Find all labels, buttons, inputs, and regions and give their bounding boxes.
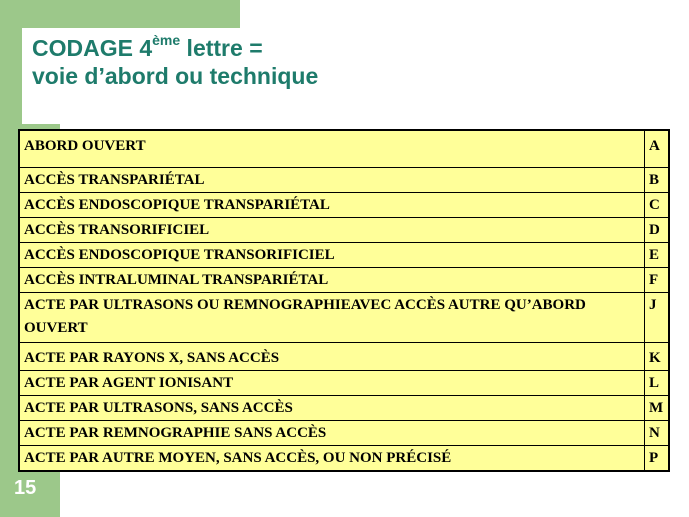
row-label: ABORD OUVERT — [19, 130, 645, 168]
table-row — [19, 396, 669, 421]
title-line1-superscript: ème — [152, 32, 181, 49]
table-row — [19, 268, 669, 293]
slide-title — [32, 34, 318, 90]
table-row — [19, 218, 669, 243]
row-code: J — [645, 293, 670, 343]
row-code: A — [645, 130, 670, 168]
row-code: N — [645, 421, 670, 446]
row-label: ACCÈS ENDOSCOPIQUE TRANSORIFICIEL — [19, 243, 645, 268]
row-label: ACCÈS TRANSPARIÉTAL — [19, 168, 645, 193]
title-line1-prefix: CODAGE 4 — [32, 35, 153, 61]
title-line1-suffix: lettre = — [180, 35, 263, 61]
row-label: ACCÈS TRANSORIFICIEL — [19, 218, 645, 243]
table-row — [19, 343, 669, 371]
table-row — [19, 421, 669, 446]
slide-number: 15 — [14, 477, 37, 499]
row-label: ACTE PAR ULTRASONS OU REMNOGRAPHIEAVEC ACCÈS AUTRE QU’ABORD OUVERT — [19, 293, 645, 343]
table-row — [19, 168, 669, 193]
row-code: B — [645, 168, 670, 193]
row-code: D — [645, 218, 670, 243]
row-code: L — [645, 371, 670, 396]
row-label: ACCÈS ENDOSCOPIQUE TRANSPARIÉTAL — [19, 193, 645, 218]
row-label: ACTE PAR REMNOGRAPHIE SANS ACCÈS — [19, 421, 645, 446]
row-code: C — [645, 193, 670, 218]
table-row — [19, 371, 669, 396]
row-code: P — [645, 446, 670, 472]
row-code: F — [645, 268, 670, 293]
table-row — [19, 446, 669, 472]
table-row — [19, 293, 669, 343]
table-row — [19, 243, 669, 268]
row-label: ACTE PAR AUTRE MOYEN, SANS ACCÈS, OU NON PRÉCISÉ — [19, 446, 645, 472]
row-code: E — [645, 243, 670, 268]
row-label: ACCÈS INTRALUMINAL TRANSPARIÉTAL — [19, 268, 645, 293]
row-label: ACTE PAR ULTRASONS, SANS ACCÈS — [19, 396, 645, 421]
row-label: ACTE PAR RAYONS X, SANS ACCÈS — [19, 343, 645, 371]
title-line2: voie d’abord ou technique — [32, 63, 319, 89]
row-code: K — [645, 343, 670, 371]
approach-code-table — [18, 129, 670, 472]
table-row — [19, 193, 669, 218]
table-row — [19, 130, 669, 168]
row-label: ACTE PAR AGENT IONISANT — [19, 371, 645, 396]
row-code: M — [645, 396, 670, 421]
